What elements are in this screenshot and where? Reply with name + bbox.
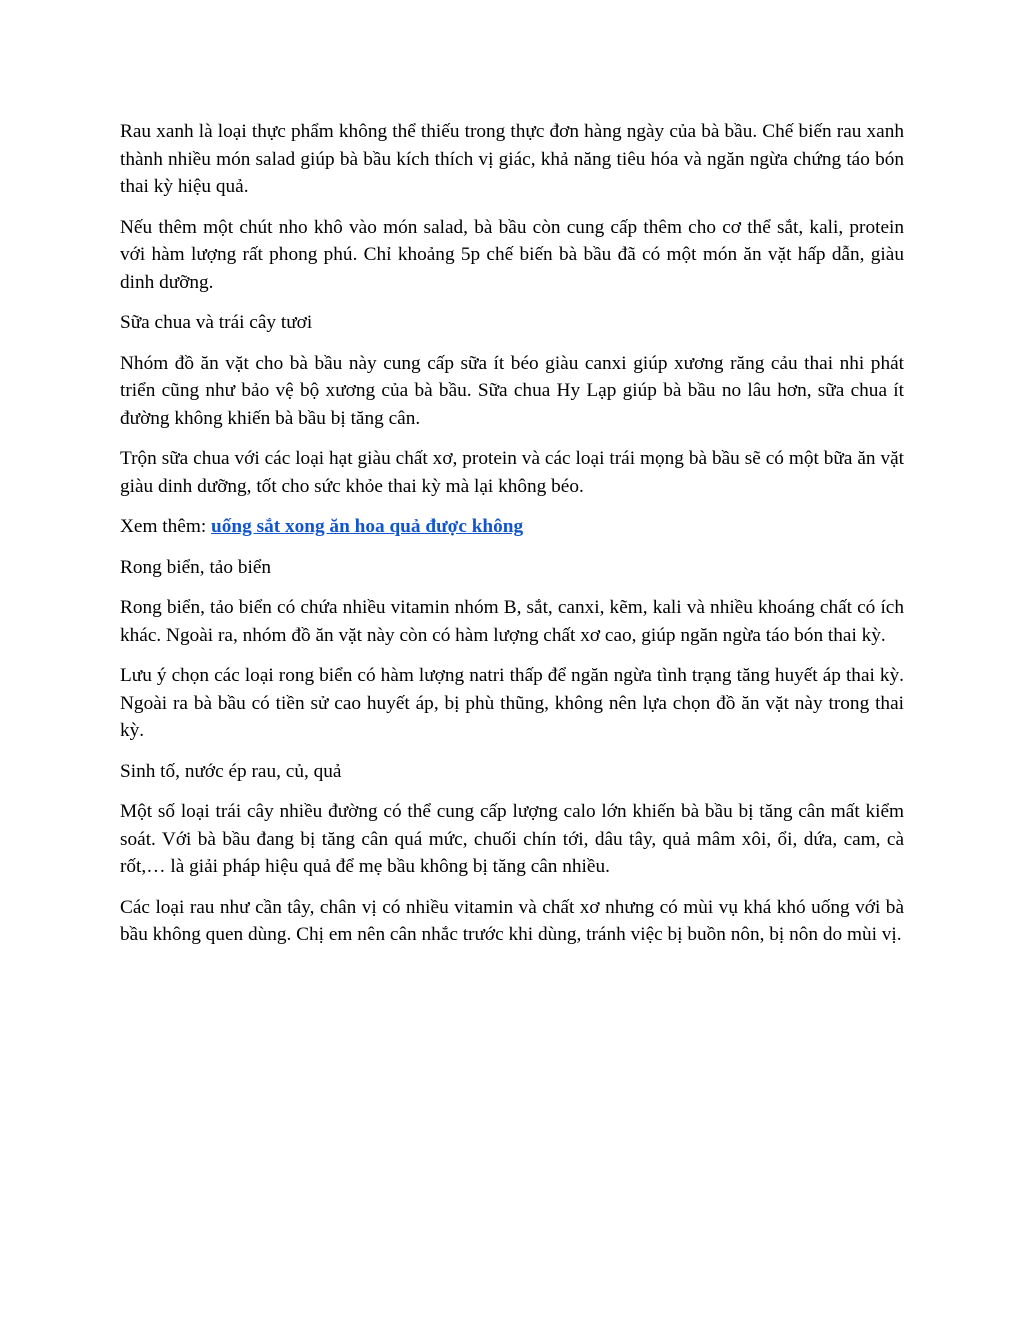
paragraph-rong-bien-luu-y: Lưu ý chọn các loại rong biển có hàm lượng natri thấp để ngăn ngừa tình trạng tăng huyết áp thai kỳ. Ngoài ra bà bầu có tiền sử cao huyết áp, bị phù thũng, không nên lựa chọn đồ ăn vặt này trong thai kỳ. [120,665,904,741]
paragraph-trai-cay-nhieu-duong: Một số loại trái cây nhiều đường có thể cung cấp lượng calo lớn khiến bà bầu bị tăng cân mất kiểm soát. Với bà bầu đang bị tăng cân quá mức, chuối chín tới, dâu tây, quả mâm xôi, ổi, dứa, cam, cà rốt,… là giải pháp hiệu quả để mẹ bầu không bị tăng cân nhiều. [120,801,904,877]
paragraph-tron-sua-chua: Trộn sữa chua với các loại hạt giàu chất xơ, protein và các loại trái mọng bà bầu sẽ có một bữa ăn vặt giàu dinh dưỡng, tốt cho sức khỏe thai kỳ mà lại không béo. [120,448,904,497]
paragraph-nho-kho: Nếu thêm một chút nho khô vào món salad, bà bầu còn cung cấp thêm cho cơ thể sắt, kali, protein với hàm lượng rất phong phú. Chỉ khoảng 5p chế biến bà bầu đã có một món ăn vặt hấp dẫn, giàu dinh dưỡng. [120,216,904,293]
see-also-line [120,513,904,541]
see-also-link[interactable]: uống sắt xong ăn hoa quả được không [211,516,524,537]
paragraph-rau-can-tay: Các loại rau như cần tây, chân vị có nhiều vitamin và chất xơ nhưng có mùi vụ khá khó uống với bà bầu không quen dùng. Chị em nên cân nhắc trước khi dùng, tránh việc bị buồn nôn, bị nôn do mùi vị. [120,896,904,945]
heading-sua-chua: Sữa chua và trái cây tươi [120,312,313,333]
heading-rong-bien: Rong biển, tảo biển [120,556,272,578]
document-body [120,118,904,962]
see-also-prefix: Xem thêm: [120,516,212,537]
paragraph-rau-xanh: Rau xanh là loại thực phẩm không thể thiếu trong thực đơn hàng ngày của bà bầu. Chế biến rau xanh thành nhiều món salad giúp bà bầu kích thích vị giác, khả năng tiêu hóa và ngăn ngừa chứng táo bón thai kỳ hiệu quả. [120,121,904,197]
heading-sinh-to: Sinh tố, nước ép rau, củ, quả [120,760,342,782]
paragraph-rong-bien-vitamin: Rong biển, tảo biển có chứa nhiều vitamin nhóm B, sắt, canxi, kẽm, kali và nhiều khoáng chất có ích khác. Ngoài ra, nhóm đồ ăn vặt này còn có hàm lượng chất xơ cao, giúp ngăn ngừa táo bón thai kỳ. [120,597,904,646]
paragraph-sua-chua-canxi: Nhóm đồ ăn vặt cho bà bầu này cung cấp sữa ít béo giàu canxi giúp xương răng cảu thai nhi phát triển cũng như bảo vệ bộ xương của bà bầu. Sữa chua Hy Lạp giúp bà bầu no lâu hơn, sữa chua ít đường không khiến bà bầu bị tăng cân. [120,352,904,429]
